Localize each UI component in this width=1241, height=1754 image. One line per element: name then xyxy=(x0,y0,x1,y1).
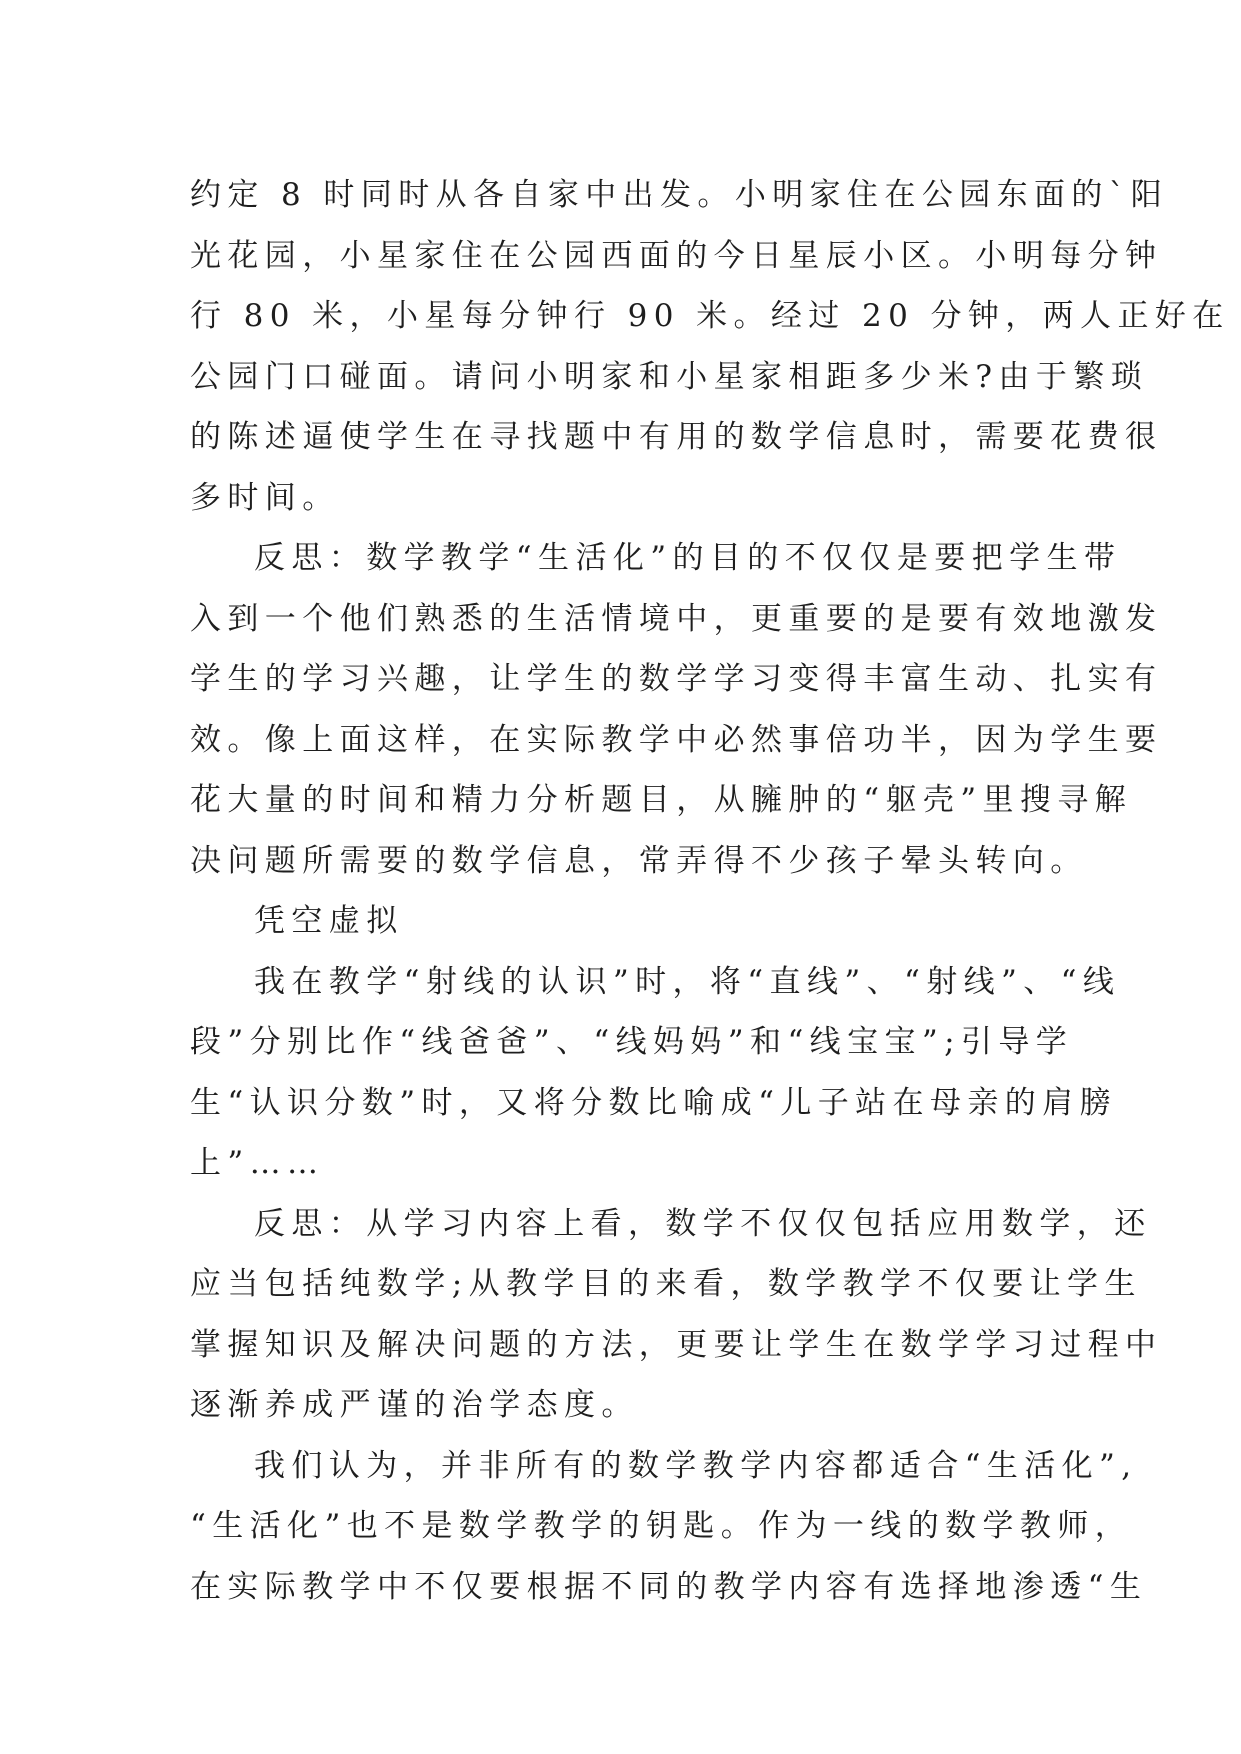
text-line: “生活化”也不是数学教学的钥匙。作为一线的数学教师， xyxy=(190,1508,1133,1544)
paragraph-start-line: 反思：从学习内容上看，数学不仅仅包括应用数学，还 xyxy=(254,1205,1152,1242)
document-body xyxy=(190,165,1230,1617)
text-line: 行 80 米，小星每分钟行 90 米。经过 20 分钟，两人正好在 xyxy=(190,298,1230,334)
text-line: 花大量的时间和精力分析题目，从臃肿的“躯壳”里搜寻解 xyxy=(190,782,1133,818)
text-line: 生“认识分数”时，又将分数比喻成“儿子站在母亲的肩膀 xyxy=(190,1084,1117,1121)
text-line: 决问题所需要的数学信息，常弄得不少孩子晕头转向。 xyxy=(190,842,1088,879)
paragraph-start-line: 我在教学“射线的认识”时，将“直线”、“射线”、“线 xyxy=(254,963,1121,1000)
text-line: 段”分别比作“线爸爸”、“线妈妈”和“线宝宝”;引导学 xyxy=(190,1024,1074,1060)
text-line: 公园门口碰面。请问小明家和小星家相距多少米?由于繁琐 xyxy=(190,358,1149,395)
text-line: 逐渐养成严谨的治学态度。 xyxy=(190,1387,639,1423)
text-line: 约定 8 时同时从各自家中出发。小明家住在公园东面的`阳 xyxy=(190,177,1169,213)
paragraph-start-line: 我们认为，并非所有的数学教学内容都适合“生活化”, xyxy=(254,1447,1138,1484)
section-heading: 凭空虚拟 xyxy=(254,903,404,939)
text-line: 在实际教学中不仅要根据不同的教学内容有选择地渗透“生 xyxy=(190,1568,1148,1605)
text-line: 学生的学习兴趣，让学生的数学学习变得丰富生动、扎实有 xyxy=(190,661,1163,697)
text-line: 多时间。 xyxy=(190,479,340,516)
paragraph-start-line: 反思：数学教学“生活化”的目的不仅仅是要把学生带 xyxy=(254,540,1122,576)
text-line: 效。像上面这样，在实际教学中必然事倍功半，因为学生要 xyxy=(190,721,1163,758)
text-line: 入到一个他们熟悉的生活情境中，更重要的是要有效地激发 xyxy=(190,600,1163,637)
text-line: 掌握知识及解决问题的方法，更要让学生在数学学习过程中 xyxy=(190,1326,1163,1363)
text-line: 应当包括纯数学;从教学目的来看，数学教学不仅要让学生 xyxy=(190,1266,1142,1302)
text-line: 光花园，小星家住在公园西面的今日星辰小区。小明每分钟 xyxy=(190,237,1163,274)
text-line: 的陈述逼使学生在寻找题中有用的数学信息时，需要花费很 xyxy=(190,419,1163,455)
text-line: 上”…… xyxy=(190,1145,325,1181)
